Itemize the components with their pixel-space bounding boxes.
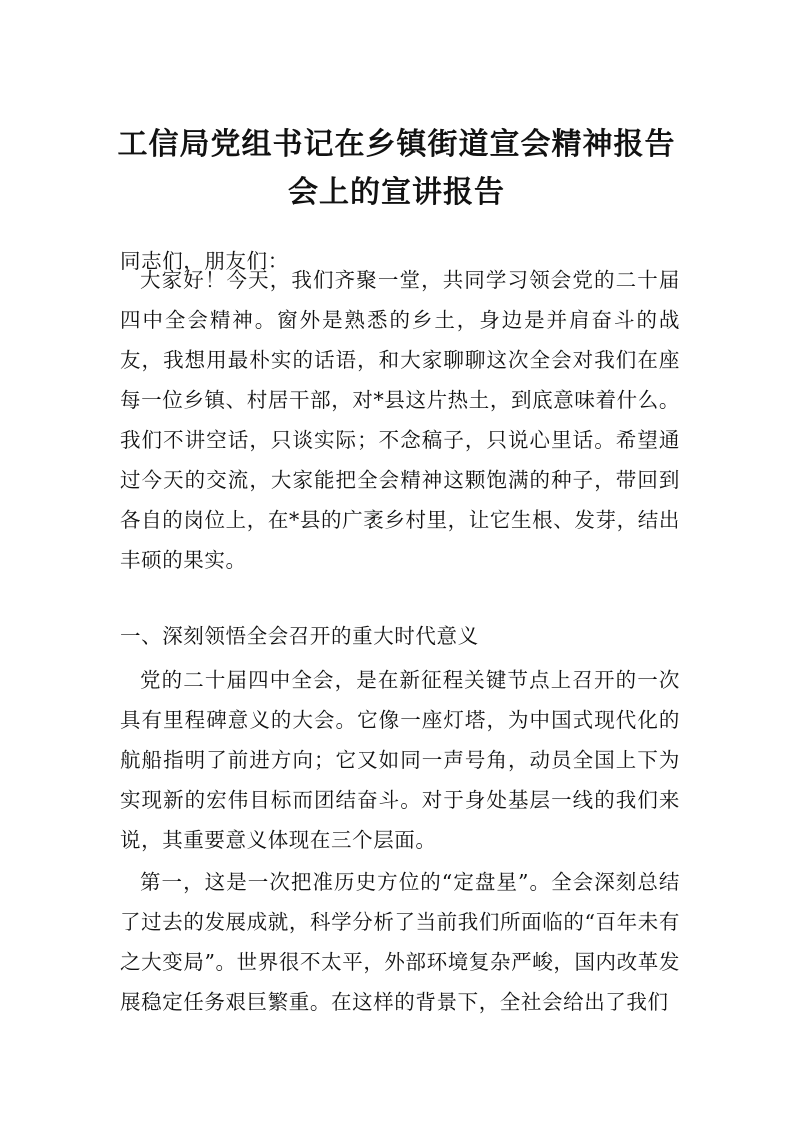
document-title-line-2: 会上的宣讲报告: [288, 175, 505, 210]
paragraph-first-point: 第一，这是一次把准历史方位的“定盘星”。全会深刻总结了过去的发展成就，科学分析了当前我们所面临的“百年未有之大变局”。世界很不太平，外部环境复杂严峻，国内改革发展稳定任务艰巨繁重。在这样的背景下，全社会给出了我们: [120, 870, 680, 1014]
salutation: 同志们，朋友们：: [120, 249, 289, 273]
section-heading: 一、深刻领悟全会召开的重大时代意义: [120, 624, 479, 648]
paragraph-opening: 大家好！今天，我们齐聚一堂，共同学习领会党的二十届四中全会精神。窗外是熟悉的乡土，身边是并肩奋斗的战友，我想用最朴实的话语，和大家聊聊这次全会对我们在座每一位乡镇、村居干部，对*县这片热土，到底意味着什么。我们不讲空话，只谈实际；不念稿子，只说心里话。希望通过今天的交流，大家能把全会精神这颗饱满的种子，带回到各自的岗位上，在*县的广袤乡村里，让它生根、发芽，结出丰硕的果实。: [120, 268, 680, 572]
document-title-line-1: 工信局党组书记在乡镇街道宣会精神报告: [117, 127, 676, 162]
paragraph-significance: 党的二十届四中全会，是在新征程关键节点上召开的一次具有里程碑意义的大会。它像一座灯塔，为中国式现代化的航船指明了前进方向；它又如同一声号角，动员全国上下为实现新的宏伟目标而团结奋斗。对于身处基层一线的我们来说，其重要意义体现在三个层面。: [120, 668, 680, 852]
